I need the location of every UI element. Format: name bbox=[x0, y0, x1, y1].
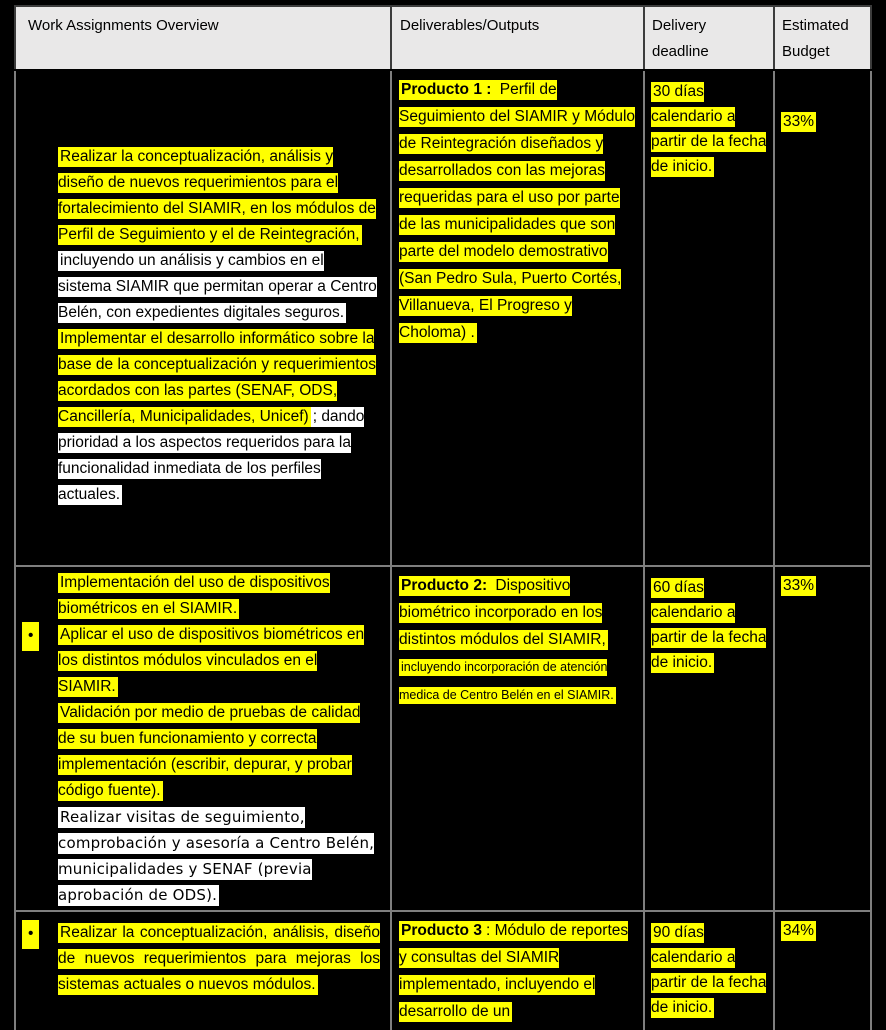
text-run: 33% bbox=[783, 113, 815, 130]
paragraph bbox=[58, 326, 380, 508]
table-body bbox=[15, 70, 871, 1030]
table-row bbox=[15, 911, 871, 1030]
text-run: Producto 1 : bbox=[401, 81, 496, 98]
paragraph bbox=[399, 917, 637, 1025]
header-delivery-deadline: Delivery deadline bbox=[644, 6, 774, 70]
text-run: : Módulo de reportes y consultas del SIAMIR implementado, incluyendo el desarrollo de un bbox=[399, 922, 629, 1020]
paragraph bbox=[651, 575, 767, 675]
text-run: Perfil de Seguimiento del SIAMIR y Módulo de Reintegración diseñados y desarrollados con las mejoras requeridas para el uso por parte de las municipalidades que son parte del modelo demostrativo (San Pedro Sula, Puerto Cortés, Villanueva, El Progreso y Choloma) . bbox=[399, 81, 636, 341]
table-row bbox=[15, 70, 871, 566]
text-run: incluyendo incorporación de atención medica de Centro Belén en el SIAMIR. bbox=[399, 660, 614, 702]
text-run: Realizar visitas de seguimiento, comprobación y asesoría a Centro Belén, municipalidades y SENAF (previa aprobación de ODS). bbox=[58, 808, 375, 904]
text-run: Realizar la conceptualización, análisis y diseño de nuevos requerimientos para el fortalecimiento del SIAMIR, en los módulos de Perfil de Seguimiento y el de Reintegración, bbox=[58, 148, 376, 243]
header-estimated-budget: Estimated Budget bbox=[774, 6, 871, 70]
text-run: Implementar el desarrollo informático sobre la base de la conceptualización y requerimientos acordados con las partes (SENAF, ODS, Cancillería, Municipalidades, Unicef) bbox=[58, 330, 376, 425]
paragraph bbox=[28, 622, 380, 700]
list-bullet-icon: • bbox=[22, 920, 39, 949]
text-run: Dispositivo biométrico incorporado en los distintos módulos del SIAMIR, bbox=[399, 577, 606, 648]
paragraph bbox=[28, 920, 380, 998]
budget-cell bbox=[774, 911, 871, 1030]
budget-cell bbox=[774, 566, 871, 911]
paragraph bbox=[58, 804, 380, 908]
deliverables-cell bbox=[391, 911, 644, 1030]
work-assignments-table bbox=[14, 5, 872, 1030]
text-run: 34% bbox=[783, 922, 815, 939]
text-run: Aplicar el uso de dispositivos biométricos en los distintos módulos vinculados en el SIAMIR. bbox=[58, 626, 365, 695]
table-header-row bbox=[15, 6, 871, 70]
deadline-cell bbox=[644, 566, 774, 911]
work-cell bbox=[15, 566, 391, 911]
paragraph bbox=[781, 109, 866, 134]
list-bullet-icon: • bbox=[22, 622, 39, 651]
paragraph bbox=[399, 572, 637, 709]
paragraph bbox=[781, 573, 866, 598]
text-run: 33% bbox=[783, 577, 815, 594]
paragraph bbox=[58, 144, 380, 326]
deliverables-cell bbox=[391, 70, 644, 566]
text-run: 60 días calendario a partir de la fecha de inicio. bbox=[651, 579, 767, 671]
work-cell bbox=[15, 911, 391, 1030]
deliverables-cell bbox=[391, 566, 644, 911]
paragraph bbox=[651, 79, 767, 179]
paragraph bbox=[58, 700, 380, 804]
work-cell bbox=[15, 70, 391, 566]
text-run: Producto 2: bbox=[401, 577, 492, 594]
table-row bbox=[15, 566, 871, 911]
text-run: 30 días calendario a partir de la fecha de inicio. bbox=[651, 83, 767, 175]
text-run: incluyendo un análisis y cambios en el sistema SIAMIR que permitan operar a Centro Belén, con expedientes digitales seguros. bbox=[58, 252, 377, 321]
paragraph bbox=[399, 76, 637, 346]
paragraph bbox=[58, 570, 380, 622]
text-run: Realizar la conceptualización, análisis, diseño de nuevos requerimientos para mejoras los sistemas actuales o nuevos módulos. bbox=[58, 924, 380, 993]
text-run: 90 días calendario a partir de la fecha de inicio. bbox=[651, 924, 767, 1016]
budget-cell bbox=[774, 70, 871, 566]
header-work-assignments: Work Assignments Overview bbox=[15, 6, 391, 70]
paragraph bbox=[781, 918, 866, 943]
text-run: ; dando prioridad a los aspectos requeridos para la funcionalidad inmediata de los perfiles actuales. bbox=[58, 408, 365, 503]
paragraph bbox=[651, 920, 767, 1020]
text-run: Producto 3 bbox=[401, 922, 482, 939]
deadline-cell bbox=[644, 70, 774, 566]
text-run: Implementación del uso de dispositivos biométricos en el SIAMIR. bbox=[58, 574, 330, 617]
header-deliverables: Deliverables/Outputs bbox=[391, 6, 644, 70]
text-run: Validación por medio de pruebas de calidad de su buen funcionamiento y correcta implementación (escribir, depurar, y probar código fuente). bbox=[58, 704, 361, 799]
deadline-cell bbox=[644, 911, 774, 1030]
